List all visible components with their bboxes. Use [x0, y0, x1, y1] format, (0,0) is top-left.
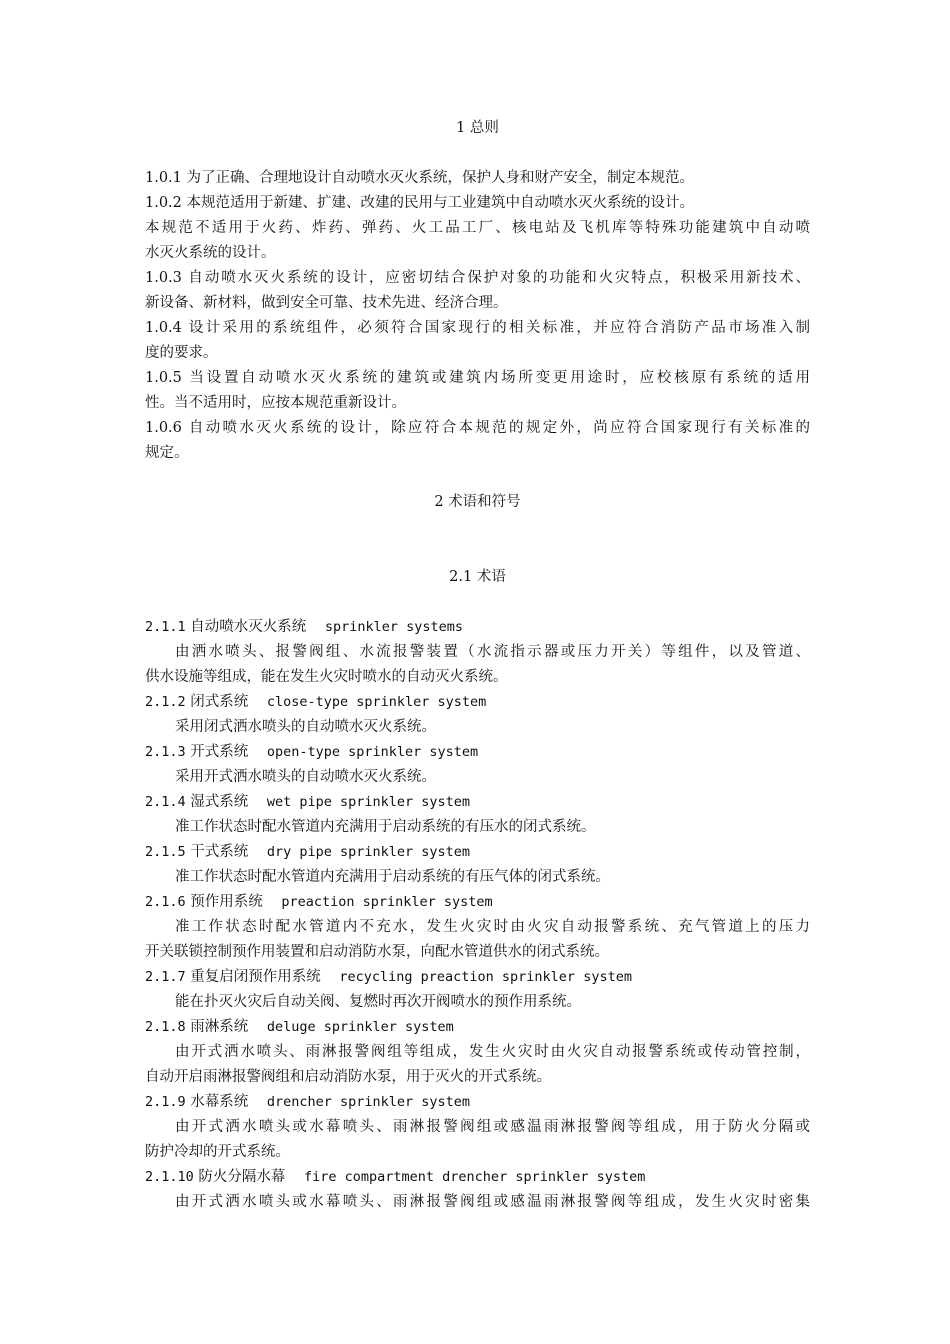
term-english: drencher sprinkler system	[266, 1094, 471, 1110]
term-english: sprinkler systems	[324, 619, 464, 635]
term-number: 2.1.6	[145, 894, 186, 910]
term-chinese: 防火分隔水幕	[198, 1169, 286, 1185]
term-chinese: 闭式系统	[190, 694, 249, 710]
term-2-1-3	[145, 742, 478, 762]
term-number: 2.1.5	[145, 844, 186, 860]
clause-1-0-2-note-line2: 水灭火系统的设计。	[145, 245, 276, 261]
term-chinese: 水幕系统	[190, 1094, 249, 1110]
term-2-1-8-definition-line2: 自动开启雨淋报警阀组和启动消防水泵，用于灭火的开式系统。	[145, 1069, 551, 1085]
term-number: 2.1.9	[145, 1094, 186, 1110]
term-english: preaction sprinkler system	[281, 894, 493, 910]
term-2-1-3-definition: 采用开式洒水喷头的自动喷水灭火系统。	[175, 769, 436, 785]
clause-1-0-6-line2: 规定。	[145, 445, 189, 461]
term-number: 2.1.1	[145, 619, 186, 635]
term-english: deluge sprinkler system	[266, 1019, 454, 1035]
term-chinese: 湿式系统	[190, 794, 249, 810]
clause-1-0-1: 1.0.1 为了正确、合理地设计自动喷水灭火系统，保护人身和财产安全，制定本规范。	[145, 170, 695, 186]
term-chinese: 预作用系统	[190, 894, 263, 910]
term-2-1-9-definition-line1: 由开式洒水喷头或水幕喷头、雨淋报警阀组或感温雨淋报警阀等组成，用于防火分隔或	[175, 1119, 810, 1135]
term-chinese: 重复启闭预作用系统	[190, 969, 321, 985]
clause-1-0-5-line1: 1.0.5 当设置自动喷水灭火系统的建筑或建筑内场所变更用途时，应校核原有系统的适用	[145, 370, 810, 386]
term-english: fire compartment drencher sprinkler system	[304, 1169, 646, 1185]
term-chinese: 干式系统	[190, 844, 249, 860]
term-2-1-6-definition-line2: 开关联锁控制预作用装置和启动消防水泵，向配水管道供水的闭式系统。	[145, 944, 609, 960]
term-2-1-10-definition-line1: 由开式洒水喷头或水幕喷头、雨淋报警阀组或感温雨淋报警阀等组成，发生火灾时密集	[175, 1194, 810, 1210]
term-number: 2.1.8	[145, 1019, 186, 1035]
clause-1-0-2-note-line1: 本规范不适用于火药、炸药、弹药、火工品工厂、核电站及飞机库等特殊功能建筑中自动喷	[145, 220, 810, 236]
term-2-1-4-definition: 准工作状态时配水管道内充满用于启动系统的有压水的闭式系统。	[175, 819, 596, 835]
term-english: open-type sprinkler system	[266, 744, 479, 760]
section-heading-terms: 2.1 术语	[449, 569, 506, 585]
section-heading-terms-symbols: 2 术语和符号	[434, 494, 521, 510]
term-english: recycling preaction sprinkler system	[339, 969, 632, 985]
term-2-1-6	[145, 892, 493, 912]
term-2-1-2	[145, 692, 486, 712]
term-2-1-2-definition: 采用闭式洒水喷头的自动喷水灭火系统。	[175, 719, 436, 735]
term-number: 2.1.4	[145, 794, 186, 810]
term-2-1-10	[145, 1167, 645, 1187]
term-2-1-1	[145, 617, 463, 637]
term-2-1-4	[145, 792, 470, 812]
term-chinese: 开式系统	[190, 744, 249, 760]
clause-1-0-4-line1: 1.0.4 设计采用的系统组件，必须符合国家现行的相关标准，并应符合消防产品市场准入制	[145, 320, 810, 336]
clause-1-0-5-line2: 性。当不适用时，应按本规范重新设计。	[145, 395, 406, 411]
clause-1-0-6-line1: 1.0.6 自动喷水灭火系统的设计，除应符合本规范的规定外，尚应符合国家现行有关标准的	[145, 420, 810, 436]
term-2-1-5-definition: 准工作状态时配水管道内充满用于启动系统的有压气体的闭式系统。	[175, 869, 610, 885]
term-number: 2.1.7	[145, 969, 186, 985]
clause-1-0-4-line2: 度的要求。	[145, 345, 218, 361]
term-2-1-8-definition-line1: 由开式洒水喷头、雨淋报警阀组等组成，发生火灾时由火灾自动报警系统或传动管控制，	[175, 1044, 810, 1060]
term-number: 2.1.2	[145, 694, 186, 710]
section-heading-general: 1 总则	[456, 120, 499, 136]
term-2-1-6-definition-line1: 准工作状态时配水管道内不充水，发生火灾时由火灾自动报警系统、充气管道上的压力	[175, 919, 810, 935]
term-2-1-9-definition-line2: 防护冷却的开式系统。	[145, 1144, 290, 1160]
term-2-1-8	[145, 1017, 454, 1037]
term-english: close-type sprinkler system	[266, 694, 487, 710]
clause-1-0-3-line1: 1.0.3 自动喷水灭火系统的设计，应密切结合保护对象的功能和火灾特点，积极采用新技术、	[145, 270, 810, 286]
term-number: 2.1.10	[145, 1169, 194, 1185]
term-2-1-7-definition: 能在扑灭火灾后自动关阀、复燃时再次开阀喷水的预作用系统。	[175, 994, 581, 1010]
term-english: dry pipe sprinkler system	[266, 844, 471, 860]
term-chinese: 自动喷水灭火系统	[190, 619, 307, 635]
clause-1-0-2: 1.0.2 本规范适用于新建、扩建、改建的民用与工业建筑中自动喷水灭火系统的设计。	[145, 195, 695, 211]
term-2-1-1-definition-line2: 供水设施等组成，能在发生火灾时喷水的自动灭火系统。	[145, 669, 508, 685]
term-number: 2.1.3	[145, 744, 186, 760]
term-2-1-9	[145, 1092, 470, 1112]
term-2-1-7	[145, 967, 632, 987]
term-2-1-1-definition-line1: 由洒水喷头、报警阀组、水流报警装置（水流指示器或压力开关）等组件，以及管道、	[175, 644, 810, 660]
term-2-1-5	[145, 842, 470, 862]
term-english: wet pipe sprinkler system	[266, 794, 471, 810]
clause-1-0-3-line2: 新设备、新材料，做到安全可靠、技术先进、经济合理。	[145, 295, 508, 311]
term-chinese: 雨淋系统	[190, 1019, 249, 1035]
